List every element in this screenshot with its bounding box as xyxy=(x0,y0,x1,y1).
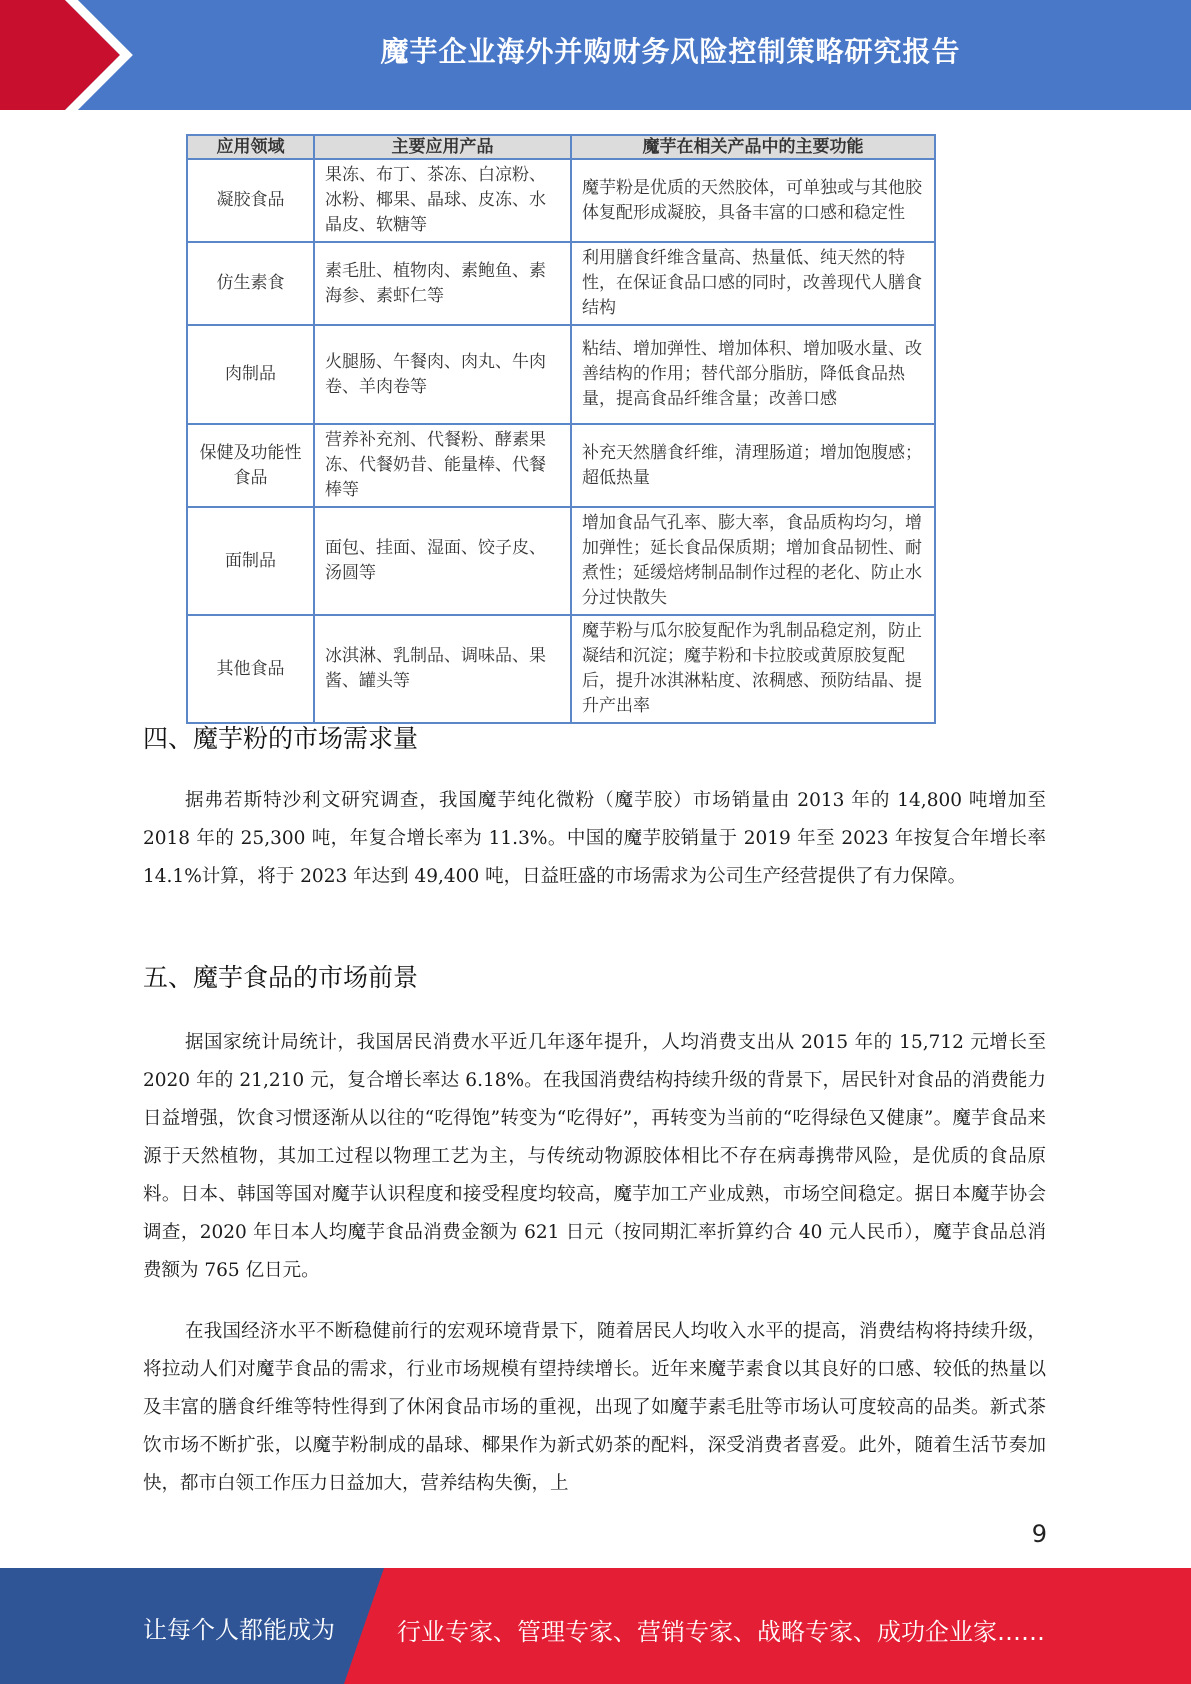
column-header: 主要应用产品 xyxy=(314,135,571,159)
column-header: 魔芋在相关产品中的主要功能 xyxy=(571,135,935,159)
page-header xyxy=(0,0,1191,110)
table-row xyxy=(187,507,935,615)
cell-function: 粘结、增加弹性、增加体积、增加吸水量、改善结构的作用；替代部分脂肪，降低食品热量，提高食品纤维含量；改善口感 xyxy=(571,325,935,424)
application-table-figure xyxy=(186,134,936,724)
paragraph-market-demand: 据弗若斯特沙利文研究调查，我国魔芋纯化微粉（魔芋胶）市场销量由 2013 年的 14,800 吨增加至 2018 年的 25,300 吨，年复合增长率为 11.3%。中国的魔芋胶销量于 2019 年至 2023 年按复合年增长率 14.1%计算，将于 2023 年达到 49,400 吨，日益旺盛的市场需求为公司生产经营提供了有力保障。 xyxy=(143,790,1046,887)
header-arrow-decoration xyxy=(0,0,150,110)
cell-field: 保健及功能性食品 xyxy=(187,424,314,507)
cell-products: 营养补充剂、代餐粉、酵素果冻、代餐奶昔、能量棒、代餐棒等 xyxy=(314,424,571,507)
paragraph-market-outlook-1: 据国家统计局统计，我国居民消费水平近几年逐年提升，人均消费支出从 2015 年的 15,712 元增长至 2020 年的 21,210 元，复合增长率达 6.18%。在我国消费结构持续升级的背景下，居民针对食品的消费能力日益增强，饮食习惯逐渐从以往的“吃得饱”转变为“吃得好”，再转变为当前的“吃得绿色又健康”。魔芋食品来源于天然植物，其加工过程以物理工艺为主，与传统动物源胶体相比不存在病毒携带风险，是优质的食品原料。日本、韩国等国对魔芋认识程度和接受程度均较高，魔芋加工产业成熟，市场空间稳定。据日本魔芋协会调查，2020 年日本人均魔芋食品消费金额为 621 日元（按同期汇率折算约合 40 元人民币），魔芋食品总消费额为 765 亿日元。 xyxy=(143,1032,1046,1281)
section-heading-market-demand: 四、魔芋粉的市场需求量 xyxy=(143,724,419,753)
cell-function: 增加食品气孔率、膨大率，食品质构均匀，增加弹性；延长食品保质期；增加食品韧性、耐煮性；延缓焙烤制品制作过程的老化、防止水分过快散失 xyxy=(571,507,935,615)
application-table xyxy=(186,134,936,724)
table-header-row xyxy=(187,135,935,159)
cell-function: 魔芋粉是优质的天然胶体，可单独或与其他胶体复配形成凝胶，具备丰富的口感和稳定性 xyxy=(571,159,935,242)
cell-field: 肉制品 xyxy=(187,325,314,424)
table-row xyxy=(187,159,935,242)
cell-products: 素毛肚、植物肉、素鲍鱼、素海参、素虾仁等 xyxy=(314,242,571,325)
paragraph-market-outlook-2: 在我国经济水平不断稳健前行的宏观环境背景下，随着居民人均收入水平的提高，消费结构将持续升级，将拉动人们对魔芋食品的需求，行业市场规模有望持续增长。近年来魔芋素食以其良好的口感、较低的热量以及丰富的膳食纤维等特性得到了休闲食品市场的重视，出现了如魔芋素毛肚等市场认可度较高的品类。新式茶饮市场不断扩张，以魔芋粉制成的晶球、椰果作为新式奶茶的配料，深受消费者喜爱。此外，随着生活节奏加快，都市白领工作压力日益加大，营养结构失衡，上 xyxy=(143,1321,1046,1494)
cell-products: 果冻、布丁、茶冻、白凉粉、冰粉、椰果、晶球、皮冻、水晶皮、软糖等 xyxy=(314,159,571,242)
column-header: 应用领域 xyxy=(187,135,314,159)
table-row xyxy=(187,325,935,424)
page-footer xyxy=(0,1568,1191,1684)
cell-products: 面包、挂面、湿面、饺子皮、汤圆等 xyxy=(314,507,571,615)
section-heading-market-outlook: 五、魔芋食品的市场前景 xyxy=(143,963,419,992)
cell-field: 仿生素食 xyxy=(187,242,314,325)
cell-function: 补充天然膳食纤维，清理肠道；增加饱腹感；超低热量 xyxy=(571,424,935,507)
footer-slogan-right: 行业专家、管理专家、营销专家、战略专家、成功企业家…… xyxy=(397,1618,1045,1646)
cell-field: 其他食品 xyxy=(187,615,314,723)
cell-field: 面制品 xyxy=(187,507,314,615)
cell-field: 凝胶食品 xyxy=(187,159,314,242)
cell-function: 利用膳食纤维含量高、热量低、纯天然的特性，在保证食品口感的同时，改善现代人膳食结构 xyxy=(571,242,935,325)
cell-products: 火腿肠、午餐肉、肉丸、牛肉卷、羊肉卷等 xyxy=(314,325,571,424)
table-row xyxy=(187,615,935,723)
cell-function: 魔芋粉与瓜尔胶复配作为乳制品稳定剂，防止凝结和沉淀；魔芋粉和卡拉胶或黄原胶复配后，提升冰淇淋粘度、浓稠感、预防结晶、提升产出率 xyxy=(571,615,935,723)
report-title: 魔芋企业海外并购财务风险控制策略研究报告 xyxy=(380,35,961,68)
table-row xyxy=(187,424,935,507)
table-row xyxy=(187,242,935,325)
page-number: 9 xyxy=(1031,1520,1047,1548)
footer-slogan-left: 让每个人都能成为 xyxy=(143,1616,335,1644)
cell-products: 冰淇淋、乳制品、调味品、果酱、罐头等 xyxy=(314,615,571,723)
